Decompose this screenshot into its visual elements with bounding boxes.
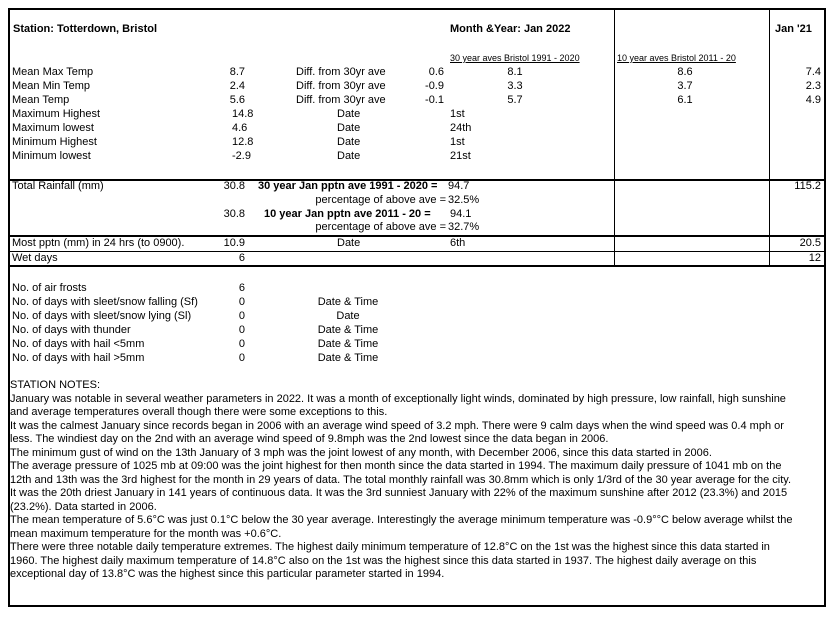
right-border bbox=[824, 8, 826, 607]
extreme-label: Minimum lowest bbox=[12, 150, 91, 162]
most-pptn-prev: 20.5 bbox=[799, 237, 821, 249]
ave30-heading: 30 year aves Bristol 1991 - 2020 bbox=[450, 53, 580, 63]
station-title: Station: Totterdown, Bristol bbox=[13, 23, 158, 35]
count-label: No. of days with thunder bbox=[12, 324, 131, 336]
station-notes bbox=[10, 379, 800, 582]
ave10-heading: 10 year aves Bristol 2011 - 20 bbox=[617, 53, 736, 63]
temp-diff: -0.9 bbox=[425, 80, 444, 92]
temp-prev: 7.4 bbox=[805, 66, 821, 78]
most-pptn-date-label: Date bbox=[337, 237, 361, 249]
notes-paragraph: It was the calmest January since records began in 2006 with an average wind speed of 3.2 mph. There were 9 calm days when the wind speed was 0.4 mph or less. The windiest day on the 2nd with an average wind speed of 9.8mph was the 2nd lowest since the data began in 2006. bbox=[10, 419, 784, 445]
rainfall-ave10-label: 10 year Jan pptn ave 2011 - 20 = bbox=[264, 208, 431, 220]
month-year-title: Month &Year: Jan 2022 bbox=[450, 23, 571, 35]
extreme-date: 24th bbox=[450, 122, 472, 134]
temp-ave30: 8.1 bbox=[507, 66, 523, 78]
rainfall-ave30-label: 30 year Jan pptn ave 1991 - 2020 = bbox=[258, 180, 438, 192]
temp-diff-label: Diff. from 30yr ave bbox=[296, 66, 386, 78]
count-extra: Date & Time bbox=[317, 338, 379, 350]
col-divider-1 bbox=[614, 9, 615, 267]
most-pptn-label: Most pptn (mm) in 24 hrs (to 0900). bbox=[12, 237, 185, 249]
count-extra: Date & Time bbox=[317, 324, 379, 336]
rainfall-pct30: 32.5% bbox=[448, 194, 480, 206]
temp-ave10: 3.7 bbox=[677, 80, 693, 92]
col-divider-2 bbox=[769, 9, 770, 267]
bottom-border bbox=[8, 605, 826, 607]
count-value: 0 bbox=[238, 352, 245, 364]
temp-value: 8.7 bbox=[229, 66, 245, 78]
extreme-value: 12.8 bbox=[232, 136, 254, 148]
notes-heading: STATION NOTES: bbox=[10, 379, 101, 391]
count-extra: Date bbox=[336, 310, 360, 322]
rule-counts bbox=[8, 265, 826, 267]
rule-wet-days bbox=[9, 251, 825, 252]
count-label: No. of days with hail >5mm bbox=[12, 352, 145, 364]
rainfall-value: 30.8 bbox=[223, 180, 245, 192]
rainfall-ave10-value: 94.1 bbox=[450, 208, 472, 220]
count-label: No. of days with sleet/snow falling (Sf) bbox=[12, 296, 198, 308]
wet-days-label: Wet days bbox=[12, 252, 58, 264]
notes-paragraph: The average pressure of 1025 mb at 09:00 was the joint highest for then month since the data started in 1994. The maximum daily pressure of 1041 mb on the 12th and 13th was the 3rd highest for the month in 29 years of data. The total monthly rainfall was 30.8mm which is only 1/3rd of the 30 year average for the city. It was the 20th driest January in 141 years of continuous data. It was the 3rd sunniest January with 22% of the maximum sunshine after 2012 (23.3%) and 2015 (23.2%). Data started in 2006. bbox=[10, 460, 792, 513]
temp-diff-label: Diff. from 30yr ave bbox=[296, 80, 386, 92]
extreme-label: Minimum Highest bbox=[12, 136, 97, 148]
temp-diff: -0.1 bbox=[425, 94, 444, 106]
extreme-date-label: Date bbox=[337, 150, 361, 162]
extreme-value: 4.6 bbox=[232, 122, 248, 134]
rainfall-pct-label-2: percentage of above ave = bbox=[315, 221, 446, 233]
temp-ave10: 8.6 bbox=[677, 66, 693, 78]
temp-prev: 4.9 bbox=[805, 94, 821, 106]
temp-diff: 0.6 bbox=[428, 66, 444, 78]
notes-paragraph: The minimum gust of wind on the 13th January of 3 mph was the joint lowest of any month, with December 2006, since this data started in 2006. bbox=[10, 446, 712, 459]
count-value: 0 bbox=[238, 310, 245, 322]
rainfall-ave30-value: 94.7 bbox=[448, 180, 470, 192]
temp-ave30: 3.3 bbox=[507, 80, 523, 92]
count-label: No. of days with sleet/snow lying (Sl) bbox=[12, 310, 192, 322]
top-border bbox=[8, 8, 826, 10]
temp-value: 5.6 bbox=[229, 94, 245, 106]
count-extra: Date & Time bbox=[317, 296, 379, 308]
notes-paragraph: The mean temperature of 5.6°C was just 0.1°C below the 30 year average. Interestingly the average minimum temperature was -0.9°°C below average whilst the mean maximum temperature for the month was +0.6°C. bbox=[10, 514, 793, 540]
rainfall-pct10: 32.7% bbox=[448, 221, 480, 233]
rainfall-prev: 115.2 bbox=[794, 180, 821, 192]
temp-value: 2.4 bbox=[229, 80, 245, 92]
most-pptn-date: 6th bbox=[450, 237, 466, 249]
count-extra: Date & Time bbox=[317, 352, 379, 364]
rainfall-label: Total Rainfall (mm) bbox=[12, 180, 104, 192]
count-label: No. of air frosts bbox=[12, 282, 87, 294]
notes-paragraph: There were three notable daily temperature extremes. The highest daily minimum temperature of 12.8°C on the 1st was the highest since this data started in 1960. The highest daily maximum temperature of 14.8°C also on the 1st was the highest since this data started in 1937. The highest daily average on this exceptional day of 13.8°C was the highest since this particular parameter started in 1994. bbox=[10, 541, 770, 580]
temp-ave10: 6.1 bbox=[677, 94, 693, 106]
wet-days-value: 6 bbox=[238, 252, 245, 264]
rainfall-value-2: 30.8 bbox=[223, 208, 245, 220]
notes-paragraph: January was notable in several weather parameters in 2022. It was a month of exceptionally light winds, dominated by high pressure, low rainfall, high sunshine and average temperatures overall though there were some exceptions to this. bbox=[10, 392, 786, 418]
rainfall-pct-label: percentage of above ave = bbox=[315, 194, 446, 206]
extreme-value: 14.8 bbox=[232, 108, 254, 120]
extreme-date-label: Date bbox=[337, 108, 361, 120]
temp-ave30: 5.7 bbox=[507, 94, 523, 106]
count-value: 0 bbox=[238, 324, 245, 336]
count-value: 0 bbox=[238, 296, 245, 308]
temp-label: Mean Temp bbox=[12, 94, 70, 106]
extreme-label: Maximum Highest bbox=[12, 108, 101, 120]
extreme-date-label: Date bbox=[337, 122, 361, 134]
count-label: No. of days with hail <5mm bbox=[12, 338, 145, 350]
temp-label: Mean Max Temp bbox=[12, 66, 94, 78]
temp-diff-label: Diff. from 30yr ave bbox=[296, 94, 386, 106]
count-value: 6 bbox=[238, 282, 245, 294]
extreme-date: 1st bbox=[450, 108, 465, 120]
temp-prev: 2.3 bbox=[805, 80, 821, 92]
extreme-value: -2.9 bbox=[232, 150, 251, 162]
extreme-date: 1st bbox=[450, 136, 465, 148]
previous-year-title: Jan '21 bbox=[775, 23, 812, 35]
temp-label: Mean Min Temp bbox=[12, 80, 91, 92]
extreme-date: 21st bbox=[450, 150, 471, 162]
most-pptn-value: 10.9 bbox=[223, 237, 245, 249]
extreme-date-label: Date bbox=[337, 136, 361, 148]
extreme-label: Maximum lowest bbox=[12, 122, 94, 134]
wet-days-prev: 12 bbox=[808, 252, 821, 264]
count-value: 0 bbox=[238, 338, 245, 350]
